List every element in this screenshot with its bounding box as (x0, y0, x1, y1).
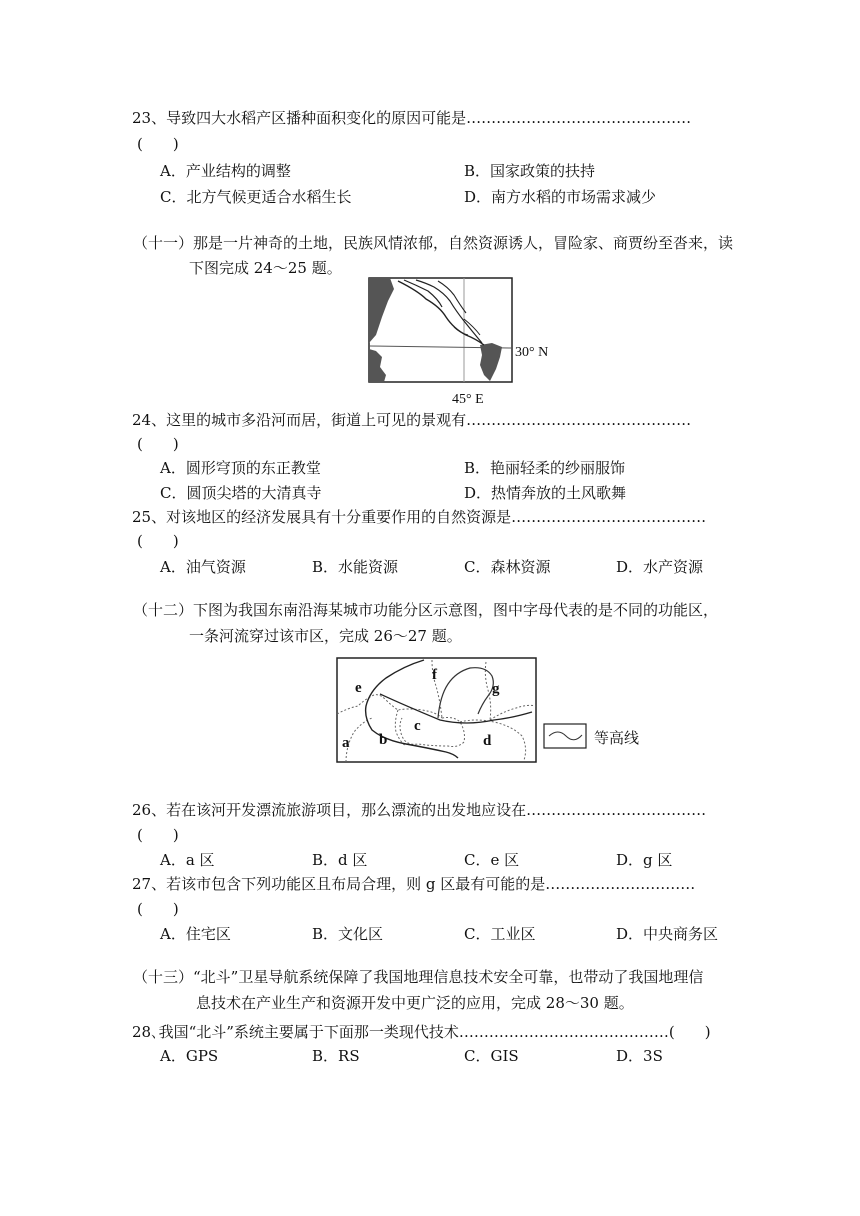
q23-option-a: A．产业结构的调整 (160, 162, 291, 180)
q24-answer-paren: ( ) (137, 435, 179, 453)
zone-label-b: b (379, 732, 388, 748)
q23-option-c: C．北方气候更适合水稻生长 (160, 188, 352, 206)
q24-option-d: D．热情奔放的土风歌舞 (464, 484, 627, 502)
q26-option-b: B．d 区 (312, 851, 368, 869)
q28-option-a: A．GPS (160, 1047, 219, 1065)
q26-option-c: C．e 区 (464, 851, 520, 869)
q25-option-b: B．水能资源 (312, 558, 399, 576)
q27-answer-paren: ( ) (137, 900, 179, 918)
q28-stem: 28､我国“北斗”系统主要属于下面那一类现代技术……………………………………( ) (132, 1023, 711, 1041)
q27-option-d: D．中央商务区 (616, 925, 719, 943)
section-11-intro: （十一）那是一片神奇的土地，民族风情浓郁，自然资源诱人，冒险家、商贾纷至沓来，读 (133, 234, 734, 252)
zone-label-g: g (492, 681, 500, 697)
q27-option-c: C．工业区 (464, 925, 536, 943)
q25-option-d: D．水产资源 (616, 558, 704, 576)
section-12-intro: （十二）下图为我国东南沿海某城市功能分区示意图，图中字母代表的是不同的功能区， (133, 601, 719, 619)
q23-option-d: D．南方水稻的市场需求减少 (464, 188, 657, 206)
section-12-intro-cont: 一条河流穿过该市区，完成 26～27 题。 (189, 627, 462, 645)
map-latitude-label: 30° N (515, 345, 549, 360)
q24-option-c: C．圆顶尖塔的大清真寺 (160, 484, 322, 502)
q23-answer-paren: ( ) (137, 135, 179, 153)
q25-stem: 25、对该地区的经济发展具有十分重要作用的自然资源是………………………………… (132, 508, 707, 526)
q25-option-a: A．油气资源 (160, 558, 246, 576)
zone-label-c: c (414, 718, 421, 734)
zone-label-f: f (432, 667, 437, 683)
q27-option-b: B．文化区 (312, 925, 384, 943)
q24-stem: 24、这里的城市多沿河而居，街道上可见的景观有……………………………………… (132, 411, 692, 429)
zone-label-a: a (342, 735, 350, 751)
section-13-intro: （十三）“北斗”卫星导航系统保障了我国地理信息技术安全可靠，也带动了我国地理信 (133, 968, 704, 986)
q28-option-d: D．3S (616, 1047, 663, 1065)
q26-option-d: D．g 区 (616, 851, 673, 869)
q24-option-a: A．圆形穹顶的东正教堂 (160, 459, 321, 477)
map-middle-east (368, 277, 568, 407)
q26-option-a: A．a 区 (160, 851, 215, 869)
legend-contour-label: 等高线 (594, 731, 640, 747)
q28-option-b: B．RS (312, 1047, 360, 1065)
q26-stem: 26、若在该河开发漂流旅游项目，那么漂流的出发地应设在……………………………… (132, 801, 707, 819)
zone-label-d: d (483, 733, 492, 749)
q24-option-b: B．艳丽轻柔的纱丽服饰 (464, 459, 626, 477)
q23-option-b: B．国家政策的扶持 (464, 162, 596, 180)
q27-option-a: A．住宅区 (160, 925, 231, 943)
section-13-intro-cont: 息技术在产业生产和资源开发中更广泛的应用，完成 28～30 题。 (196, 994, 634, 1012)
q26-answer-paren: ( ) (137, 826, 179, 844)
q25-option-c: C．森林资源 (464, 558, 551, 576)
q25-answer-paren: ( ) (137, 532, 179, 550)
q27-stem: 27、若该市包含下列功能区且布局合理，则 g 区最有可能的是………………………… (132, 875, 696, 893)
map-longitude-label: 45° E (452, 392, 484, 407)
zone-label-e: e (355, 680, 362, 696)
q23-stem: 23、导致四大水稻产区播种面积变化的原因可能是……………………………………… (132, 109, 692, 127)
q28-option-c: C．GIS (464, 1047, 519, 1065)
map-city-zones (336, 656, 656, 766)
section-11-intro-cont: 下图完成 24～25 题。 (189, 259, 342, 277)
